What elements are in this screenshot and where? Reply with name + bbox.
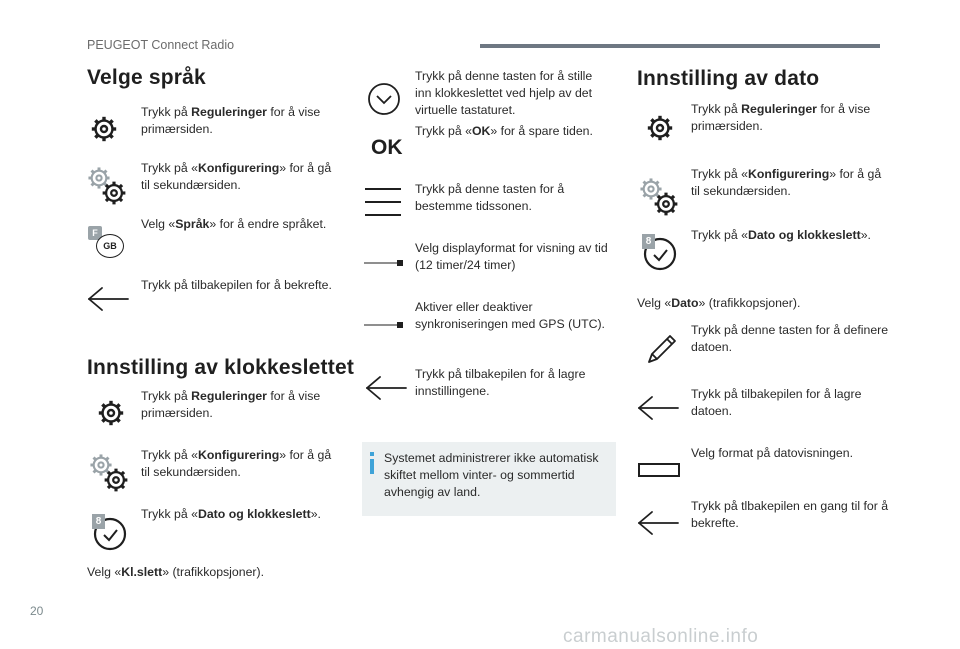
time-step-1: Trykk på denne tasten for å stille inn klokkeslettet ved hjelp av det virtuelle tastaturet. bbox=[415, 69, 593, 117]
date-step-4: Trykk på denne tasten for å definere datoen. bbox=[691, 323, 889, 354]
gear-icon bbox=[645, 113, 675, 143]
clock-step-1: Trykk på Reguleringer for å vise primærsiden. bbox=[141, 389, 321, 420]
back-arrow-icon bbox=[86, 286, 130, 312]
date-step-3: Trykk på «Dato og klokkeslett». bbox=[691, 228, 871, 242]
section-title-language: Velge språk bbox=[87, 66, 206, 89]
velg-dato-line: Velg «Dato» (trafikkopsjoner). bbox=[637, 296, 801, 310]
toggle-icon bbox=[364, 320, 404, 330]
clock-step-3: Trykk på «Dato og klokkeslett». bbox=[141, 507, 321, 521]
section-title-clock: Innstilling av klokkeslettet bbox=[87, 356, 355, 379]
gear-icon bbox=[96, 398, 126, 428]
double-gear-icon bbox=[638, 176, 680, 218]
gear-icon bbox=[89, 114, 119, 144]
ok-icon: OK bbox=[371, 136, 403, 159]
velg-klslett-line: Velg «Kl.slett» (trafikkopsjoner). bbox=[87, 565, 265, 579]
lang-step-3: Velg «Språk» for å endre språket. bbox=[141, 217, 327, 231]
date-step-7: Trykk på tlbakepilen en gang til for å bekrefte. bbox=[691, 499, 889, 530]
clock-step-2: Trykk på «Konfigurering» for å gå til sekundærsiden. bbox=[141, 448, 332, 479]
date-step-5: Trykk på tilbakepilen for å lagre datoen. bbox=[691, 387, 862, 418]
chevron-down-icon bbox=[367, 82, 401, 116]
lang-step-4: Trykk på tilbakepilen for å bekrefte. bbox=[141, 278, 332, 292]
clock-badge: 8 bbox=[642, 234, 655, 249]
time-step-6: Trykk på tilbakepilen for å lagre innstillingene. bbox=[415, 367, 586, 398]
back-arrow-icon bbox=[364, 375, 408, 401]
info-text: Systemet administrerer ikke automatisk skiftet mellom vinter- og sommertid avhengig av land. bbox=[384, 451, 599, 499]
time-step-2: Trykk på «OK» for å spare tiden. bbox=[415, 124, 593, 138]
clock-badge: 8 bbox=[92, 514, 105, 529]
running-header: PEUGEOT Connect Radio bbox=[87, 38, 235, 52]
time-step-3: Trykk på denne tasten for å bestemme tidssonen. bbox=[415, 182, 565, 213]
info-box bbox=[362, 442, 616, 516]
double-gear-icon bbox=[86, 165, 128, 207]
date-step-1: Trykk på Reguleringer for å vise primærsiden. bbox=[691, 102, 871, 133]
lang-step-2: Trykk på «Konfigurering» for å gå til sekundærsiden. bbox=[141, 161, 332, 192]
clock-8-icon bbox=[90, 512, 132, 552]
lang-step-1: Trykk på Reguleringer for å vise primærsiden. bbox=[141, 105, 321, 136]
watermark: carmanualsonline.info bbox=[563, 626, 759, 647]
section-title-date: Innstilling av dato bbox=[637, 67, 820, 90]
back-arrow-icon bbox=[636, 510, 680, 536]
header-bar bbox=[480, 44, 880, 48]
rectangle-icon bbox=[638, 463, 680, 477]
date-step-6: Velg format på datovisningen. bbox=[691, 446, 854, 460]
clock-8-icon bbox=[640, 232, 682, 272]
language-f-gb-icon bbox=[88, 224, 128, 258]
time-step-5: Aktiver eller deaktiver synkroniseringen med GPS (UTC). bbox=[415, 300, 605, 331]
double-gear-icon bbox=[88, 452, 130, 494]
flag-f-label: F bbox=[88, 226, 102, 240]
time-step-4: Velg displayformat for visning av tid (12 timer/24 timer) bbox=[415, 241, 608, 272]
back-arrow-icon bbox=[636, 395, 680, 421]
page-number: 20 bbox=[30, 604, 44, 618]
date-step-2: Trykk på «Konfigurering» for å gå til sekundærsiden. bbox=[691, 167, 882, 198]
menu-icon bbox=[364, 186, 402, 218]
flag-gb-label: GB bbox=[96, 234, 124, 258]
toggle-icon bbox=[364, 258, 404, 268]
info-icon bbox=[370, 452, 374, 472]
pencil-icon bbox=[645, 332, 679, 366]
